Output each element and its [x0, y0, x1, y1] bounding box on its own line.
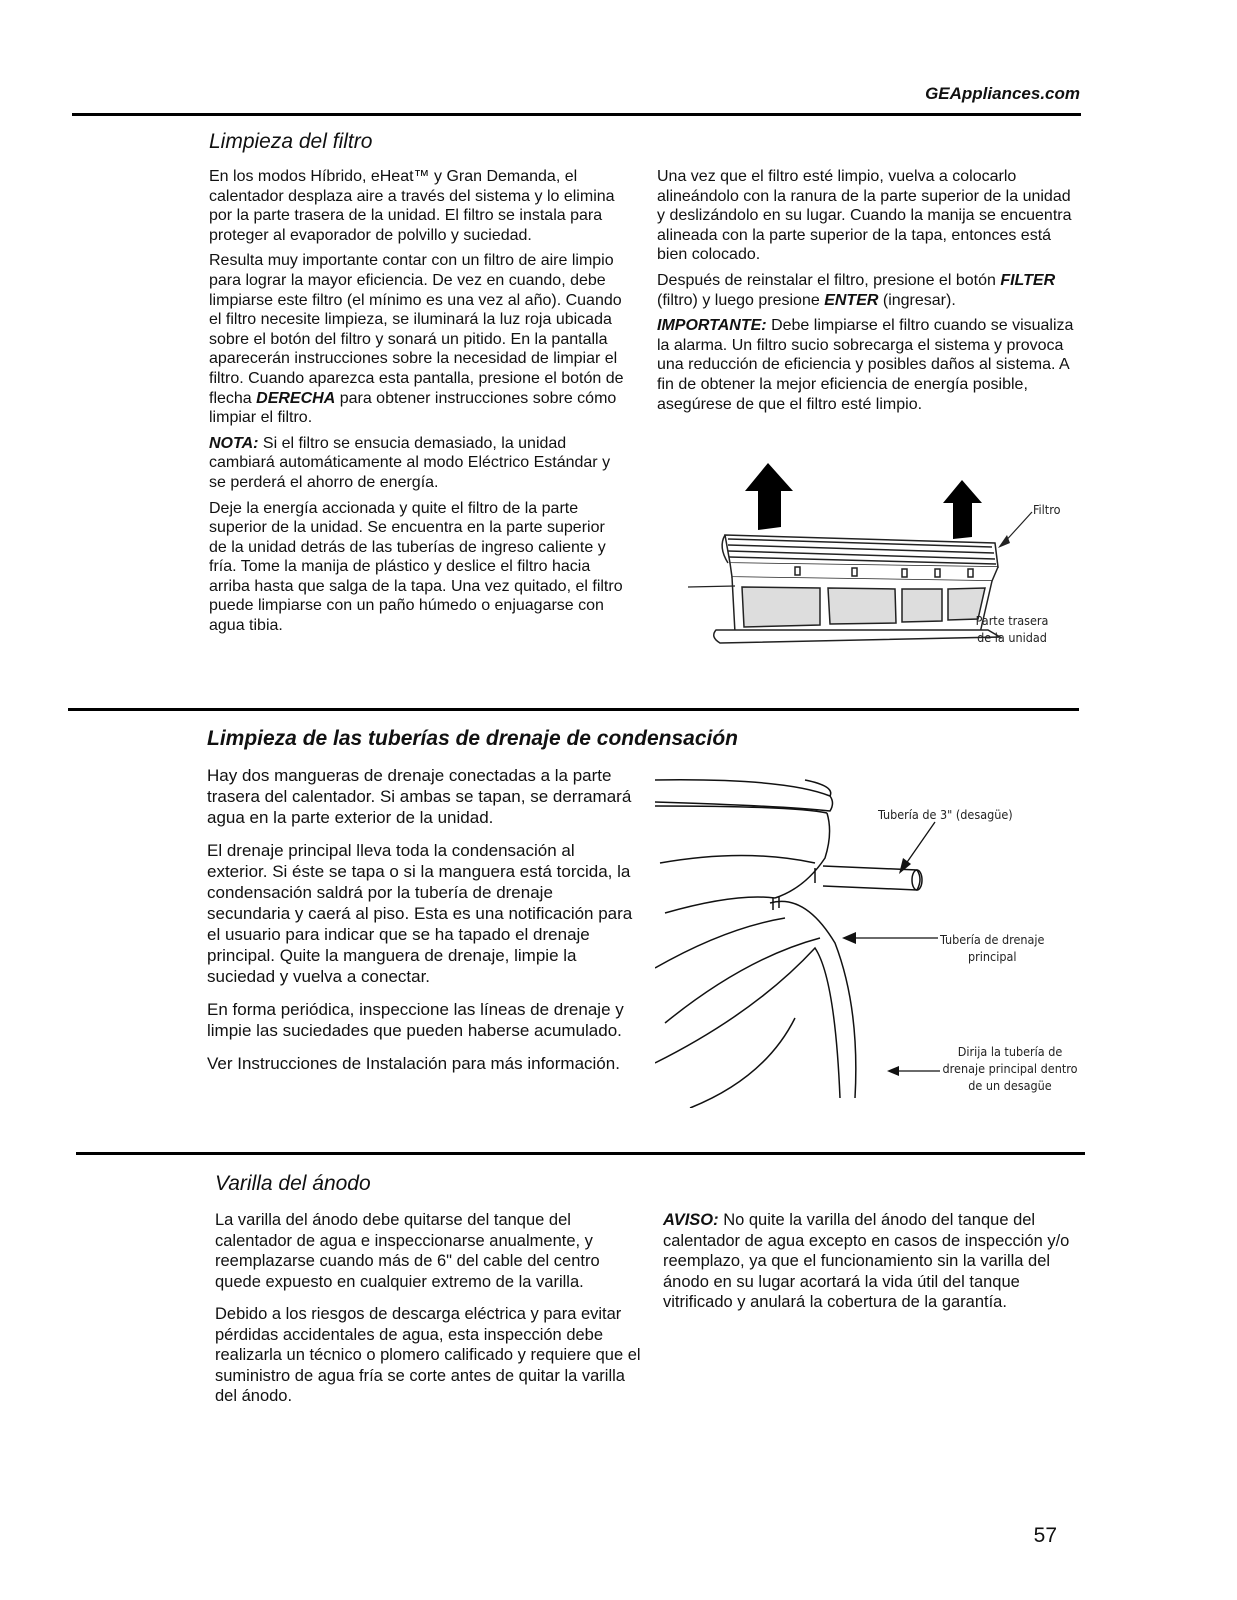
important-note [657, 316, 1077, 414]
filter-unit-drawing [714, 535, 1000, 643]
filter-section-title: Limpieza del filtro [209, 130, 373, 153]
arrow-up-icon [745, 463, 793, 530]
pointer-arrowhead [998, 535, 1010, 548]
drain-paragraph-4: Ver Instrucciones de Instalación para más información. [207, 1054, 620, 1073]
anode-section-title: Varilla del ánodo [215, 1172, 371, 1195]
drain-paragraph-2: El drenaje principal lleva toda la condensación al exterior. Si éste se tapa o si la manguera está torcida, la condensación saldrá por la tubería de drenaje secundaria y caerá al piso. Esta es una notificación para el usuario para indicar que se ha tapado el drenaje principal. Quite la manguera de drenaje, limpie la suciedad y vuelva a conectar. [207, 841, 633, 986]
unit-back-label [960, 612, 1064, 646]
drain-pipe-label: Tubería de 3" (desagüe) [878, 807, 1013, 822]
filter-p2-text: Resulta muy importante contar con un filtro de aire limpio para lograr la mayor eficiencia. De vez en cuando, debe limpiarse este filtro (el mínimo es una vez al año). Cuando el filtro necesite limpieza, se iluminará la luz roja ubicada sobre el botón del filtro y sonará un pitido. En la pantalla aparecerán instrucciones sobre la necesidad de limpiar el filtro. Cuando aparezca esta pantalla, presione el botón de flecha [209, 252, 624, 407]
filter-paragraph-1: En los modos Híbrido, eHeat™ y Gran Demanda, el calentador desplaza aire a través del sistema y lo elimina por la parte trasera de la unidad. El filtro se instala para proteger al evaporador de polvillo y suciedad. [209, 168, 615, 244]
filter-label: Filtro [1033, 502, 1061, 517]
site-url: GEAppliances.com [925, 84, 1080, 103]
anode-right-column [663, 1210, 1087, 1319]
main-drain-label [940, 931, 1044, 965]
drain-paragraph-3: En forma periódica, inspeccione las líneas de drenaje y limpie las suciedades que pueden haberse acumulado. [207, 1000, 624, 1040]
drain-section-title: Limpieza de las tuberías de drenaje de condensación [207, 727, 738, 750]
main-drain-label-line2: principal [968, 949, 1017, 964]
direct-drain-label-line1: Dirija la tubería de [957, 1044, 1063, 1059]
anode-paragraph-1: La varilla del ánodo debe quitarse del tanque del calentador de agua e inspeccionarse anualmente, y reemplazarse cuando más de 6" del cable del centro quede expuesto en cualquier extremo de la varilla. [215, 1211, 600, 1291]
filter-note [209, 434, 627, 493]
top-rule [72, 113, 1081, 116]
important-label: IMPORTANTE: [657, 317, 767, 335]
important-text: Debe limpiarse el filtro cuando se visualiza la alarma. Un filtro sucio sobrecarga el sistema y provoca una reducción de eficiencia y posibles daños al sistema. A fin de obtener la mejor eficiencia de energía posible, asegúrese de que el filtro esté limpio. [657, 317, 1074, 413]
section-rule-1 [68, 708, 1079, 711]
arrow-up-icon [943, 480, 982, 539]
filter-paragraph-2 [209, 251, 627, 427]
filter-paragraph-4: Deje la energía accionada y quite el filtro de la parte superior de la unidad. Se encuentra en la parte superior de la unidad detrás de las tuberías de ingreso caliente y fría. Tome la manija de plástico y deslice el filtro hacia arriba hasta que salga de la tapa. Una vez quitado, el filtro puede limpiarse con un paño húmedo o enjuagarse con agua tibia. [209, 499, 623, 635]
filter-left-column [209, 167, 627, 642]
direct-drain-label [940, 1043, 1080, 1094]
filter-r2-text: Después de reinstalar el filtro, presione el botón [657, 271, 1001, 289]
anode-left-column [215, 1210, 643, 1413]
direct-drain-label-line2: drenaje principal dentro [942, 1061, 1078, 1076]
drain-paragraph-1: Hay dos mangueras de drenaje conectadas a la parte trasera del calentador. Si ambas se tapan, se derramará agua en la parte exterior de la unidad. [207, 766, 632, 827]
direct-drain-label-line3: de un desagüe [968, 1078, 1052, 1093]
filter-p2-emphasis: DERECHA [256, 389, 336, 407]
main-drain-label-line1: Tubería de drenaje [940, 932, 1045, 947]
pointer-arrowhead [899, 858, 911, 874]
enter-button-name: ENTER [824, 291, 879, 309]
main-drain-pointer [840, 928, 940, 948]
anode-warning [663, 1210, 1087, 1313]
direct-drain-pointer [886, 1062, 942, 1080]
section-rule-2 [76, 1152, 1085, 1155]
warning-text: No quite la varilla del ánodo del tanque del calentador de agua excepto en casos de inspección y/o reemplazo, ya que el funcionamiento sin la varilla del ánodo en su lugar acortará la vida útil del tanque vitrificado y anulará la cobertura de la garantía. [663, 1211, 1070, 1311]
filter-right-paragraph-2 [657, 271, 1077, 310]
pointer-line [688, 586, 735, 587]
pointer-line [903, 822, 935, 868]
filter-right-paragraph-1: Una vez que el filtro esté limpio, vuelva a colocarlo alineándolo con la ranura de la parte superior de la unidad y deslizándolo en su lugar. Cuando la manija se encuentra alineada con la parte superior de la tapa, entonces está bien colocado. [657, 168, 1072, 264]
unit-back-label-line1: Parte trasera [975, 613, 1049, 628]
filter-right-column [657, 167, 1077, 420]
filter-p2-text-end: para obtener instrucciones sobre cómo limpiar el filtro. [209, 389, 617, 427]
drain-text-column [207, 765, 637, 1080]
note-text: Si el filtro se ensucia demasiado, la unidad cambiará automáticamente al modo Eléctrico Estándar y se perderá el ahorro de energía. [209, 434, 611, 491]
filter-r2-end: (ingresar). [878, 291, 956, 309]
anode-paragraph-2: Debido a los riesgos de descarga eléctrica y para evitar pérdidas accidentales de agua, esta inspección debe realizarla un técnico o plomero calificado y requiere que el suministro de agua fría se corte antes de quitar la varilla del ánodo. [215, 1305, 641, 1405]
pointer-arrowhead [887, 1066, 899, 1076]
filter-r2-mid: (filtro) y luego presione [657, 291, 825, 309]
note-label: NOTA: [209, 434, 259, 452]
filter-button-name: FILTER [1000, 271, 1056, 289]
warning-label: AVISO: [663, 1211, 719, 1229]
pointer-arrowhead [842, 932, 856, 944]
page-number: 57 [1033, 1524, 1057, 1547]
unit-back-label-line2: de la unidad [977, 630, 1047, 645]
